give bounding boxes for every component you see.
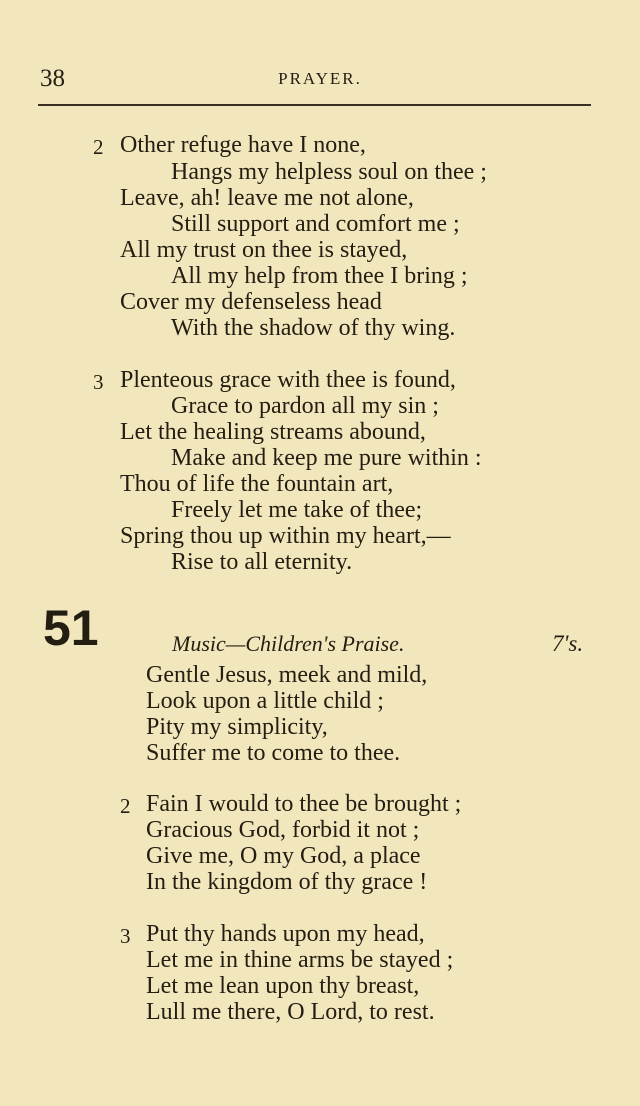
verse-line: In the kingdom of thy grace !	[146, 869, 428, 895]
verse-line: Thou of life the fountain art,	[120, 471, 394, 497]
tune-name: Music—Children's Praise.	[172, 631, 405, 656]
verse-line: Hangs my helpless soul on thee ;	[171, 159, 487, 185]
verse-line: Freely let me take of thee;	[171, 497, 423, 523]
verse-line: All my help from thee I bring ;	[171, 263, 468, 289]
verse-line: Plenteous grace with thee is found,	[120, 367, 456, 393]
verse-line: Make and keep me pure within :	[171, 445, 482, 471]
verse-line: Put thy hands upon my head,	[146, 921, 425, 947]
verse-line: Suffer me to come to thee.	[146, 740, 401, 766]
verse-line: Gracious God, forbid it not ;	[146, 817, 420, 843]
verse-line: Let the healing streams abound,	[120, 419, 426, 445]
verse-line: Leave, ah! leave me not alone,	[120, 185, 414, 211]
verse-line: Let me in thine arms be stayed ;	[146, 947, 454, 973]
page-number: 38	[40, 65, 65, 92]
verse-number: 2	[120, 794, 131, 818]
verse-line: Look upon a little child ;	[146, 688, 384, 714]
meter: 7's.	[552, 631, 584, 656]
verse-line: Lull me there, O Lord, to rest.	[146, 999, 435, 1025]
header-rule	[38, 104, 591, 106]
hymn-number: 51	[43, 600, 99, 656]
verse-line: All my trust on thee is stayed,	[120, 237, 408, 263]
verse-line: Gentle Jesus, meek and mild,	[146, 662, 428, 688]
verse-number: 3	[93, 370, 104, 394]
verse-line: With the shadow of thy wing.	[171, 315, 456, 341]
verse-line: Other refuge have I none,	[120, 132, 366, 158]
verse-line: Grace to pardon all my sin ;	[171, 393, 439, 419]
verse-number: 2	[93, 135, 104, 159]
verse-line: Spring thou up within my heart,—	[120, 523, 451, 549]
verse-number: 3	[120, 924, 131, 948]
verse-line: Pity my simplicity,	[146, 714, 328, 740]
verse-line: Still support and comfort me ;	[171, 211, 460, 237]
verse-line: Let me lean upon thy breast,	[146, 973, 420, 999]
verse-line: Rise to all eternity.	[171, 549, 353, 575]
verse-line: Cover my defenseless head	[120, 289, 382, 315]
running-head: PRAYER.	[278, 69, 362, 88]
verse-line: Fain I would to thee be brought ;	[146, 791, 462, 817]
verse-line: Give me, O my God, a place	[146, 843, 421, 869]
